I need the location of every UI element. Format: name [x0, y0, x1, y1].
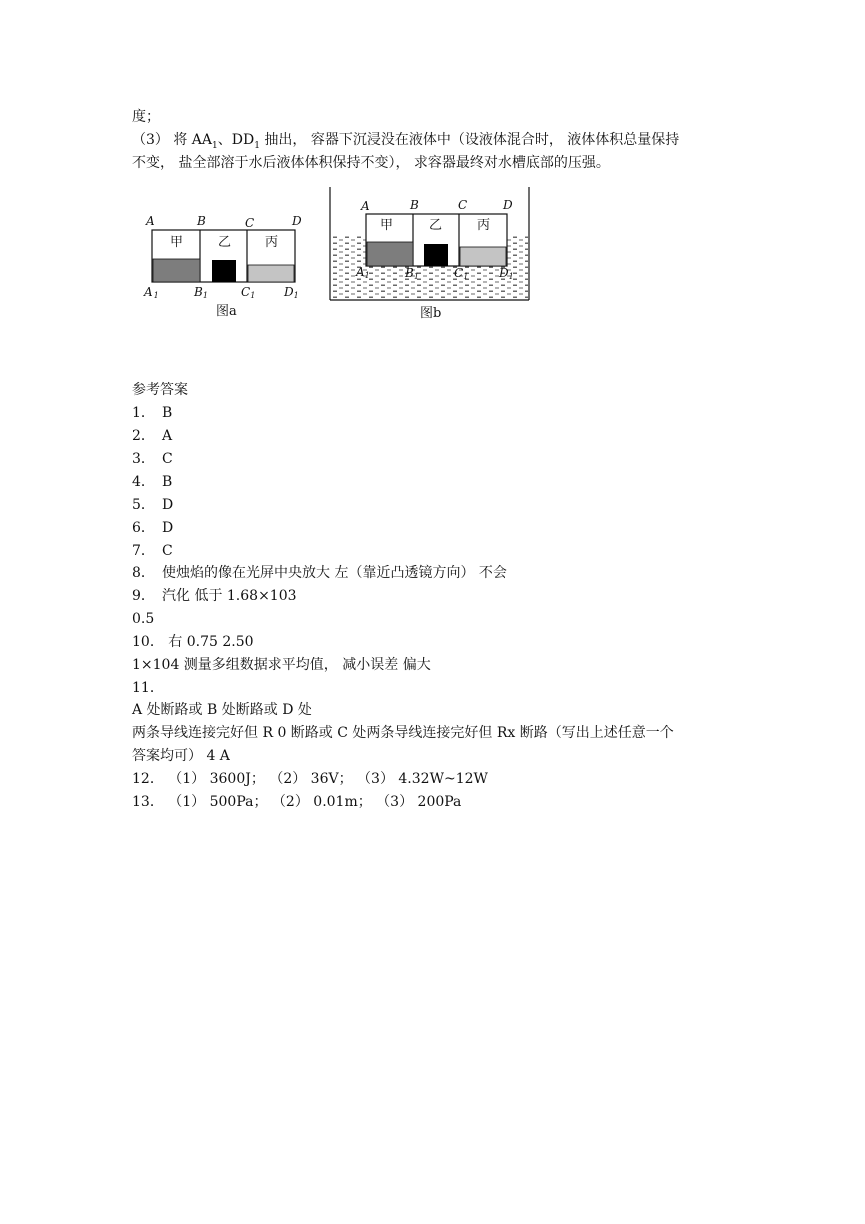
- figure-b: [326, 183, 536, 323]
- answer-line: 0.5: [132, 611, 155, 627]
- figure-b-cell-bing: 丙: [477, 218, 491, 233]
- question-line-3: 不变， 盐全部溶于水后液体体积保持不变）， 求容器最终对水槽底部的压强。: [132, 155, 610, 171]
- subscript: 1: [254, 140, 260, 151]
- figure-a-block-yi: [212, 260, 236, 282]
- figure-a-cell-yi: 乙: [218, 235, 232, 250]
- figure-b-block-yi: [424, 244, 448, 266]
- answer-item: 6． D: [132, 520, 174, 536]
- figure-b-caption: 图b: [420, 306, 442, 321]
- figure-a-label-D: D: [292, 214, 302, 228]
- figure-b-label-C: C: [458, 198, 468, 212]
- figure-a-label-A: A: [146, 214, 155, 228]
- figure-a-liquid-jia: [153, 259, 200, 282]
- answer-line: 两条导线连接完好但 R 0 断路或 C 处两条导线连接完好但 Rx 断路（写出上述任意一个: [132, 725, 674, 741]
- figure-a-cell-bing: 丙: [265, 235, 279, 250]
- answer-item-12: 12． （1） 3600J； （2） 36V； （3） 4.32W~12W: [132, 771, 488, 787]
- answer-item: 1． B: [132, 405, 173, 421]
- figure-a-label-C1: C1: [241, 285, 256, 300]
- answer-line: 答案均可） 4 A: [132, 748, 230, 764]
- figure-a-liquid-bing: [248, 265, 294, 282]
- figure-a-caption: 图a: [216, 304, 237, 319]
- figure-b-label-C1: C1: [454, 266, 469, 281]
- figure-b-label-B: B: [410, 198, 419, 212]
- answer-item-10: 10． 右 0.75 2.50: [132, 634, 254, 650]
- figure-b-label-A1: A1: [356, 265, 370, 280]
- answer-item: 4． B: [132, 474, 173, 490]
- figure-a: [138, 208, 313, 320]
- question-line-2: [132, 131, 679, 155]
- figure-b-label-D: D: [503, 198, 513, 212]
- question-line-2-part-b: 、DD: [217, 132, 255, 148]
- answer-item: 2． A: [132, 428, 173, 444]
- answer-line: 1×104 测量多组数据求平均值， 减小误差 偏大: [132, 657, 431, 673]
- answers-heading: 参考答案: [132, 382, 188, 398]
- answer-item-11: 11．: [132, 680, 164, 696]
- figure-a-label-C: C: [245, 216, 255, 230]
- question-line-1: 度；: [132, 109, 160, 125]
- figure-b-cell-yi: 乙: [429, 218, 443, 233]
- figure-b-label-A: A: [361, 199, 370, 213]
- answer-item: 3． C: [132, 451, 173, 467]
- answer-item: 7． C: [132, 543, 173, 559]
- question-line-2-part-a: （3） 将 AA: [132, 132, 213, 148]
- answer-line: A 处断路或 B 处断路或 D 处: [132, 702, 312, 718]
- figure-a-label-A1: A1: [144, 285, 159, 300]
- figure-a-cell-jia: 甲: [170, 235, 184, 250]
- figure-b-cell-jia: 甲: [380, 218, 394, 233]
- figure-b-label-B1: B1: [405, 266, 419, 281]
- subscript: 1: [212, 140, 218, 151]
- figure-a-label-B1: B1: [194, 285, 208, 300]
- figure-b-label-D1: D1: [499, 266, 514, 281]
- figure-b-liquid-bing: [460, 247, 506, 266]
- answer-item: 8． 使烛焰的像在光屏中央放大 左（靠近凸透镜方向） 不会: [132, 565, 507, 581]
- answer-item: 9． 汽化 低于 1.68×103: [132, 588, 297, 604]
- figure-a-label-D1: D1: [284, 285, 299, 300]
- answer-item-13: 13． （1） 500Pa； （2） 0.01m； （3） 200Pa: [132, 794, 462, 810]
- question-line-2-part-c: 抽出， 容器下沉浸没在液体中（设液体混合时， 液体体积总量保持: [259, 132, 680, 148]
- figure-b-liquid-jia: [367, 242, 413, 266]
- figure-a-label-B: B: [197, 214, 206, 228]
- answer-item: 5． D: [132, 497, 174, 513]
